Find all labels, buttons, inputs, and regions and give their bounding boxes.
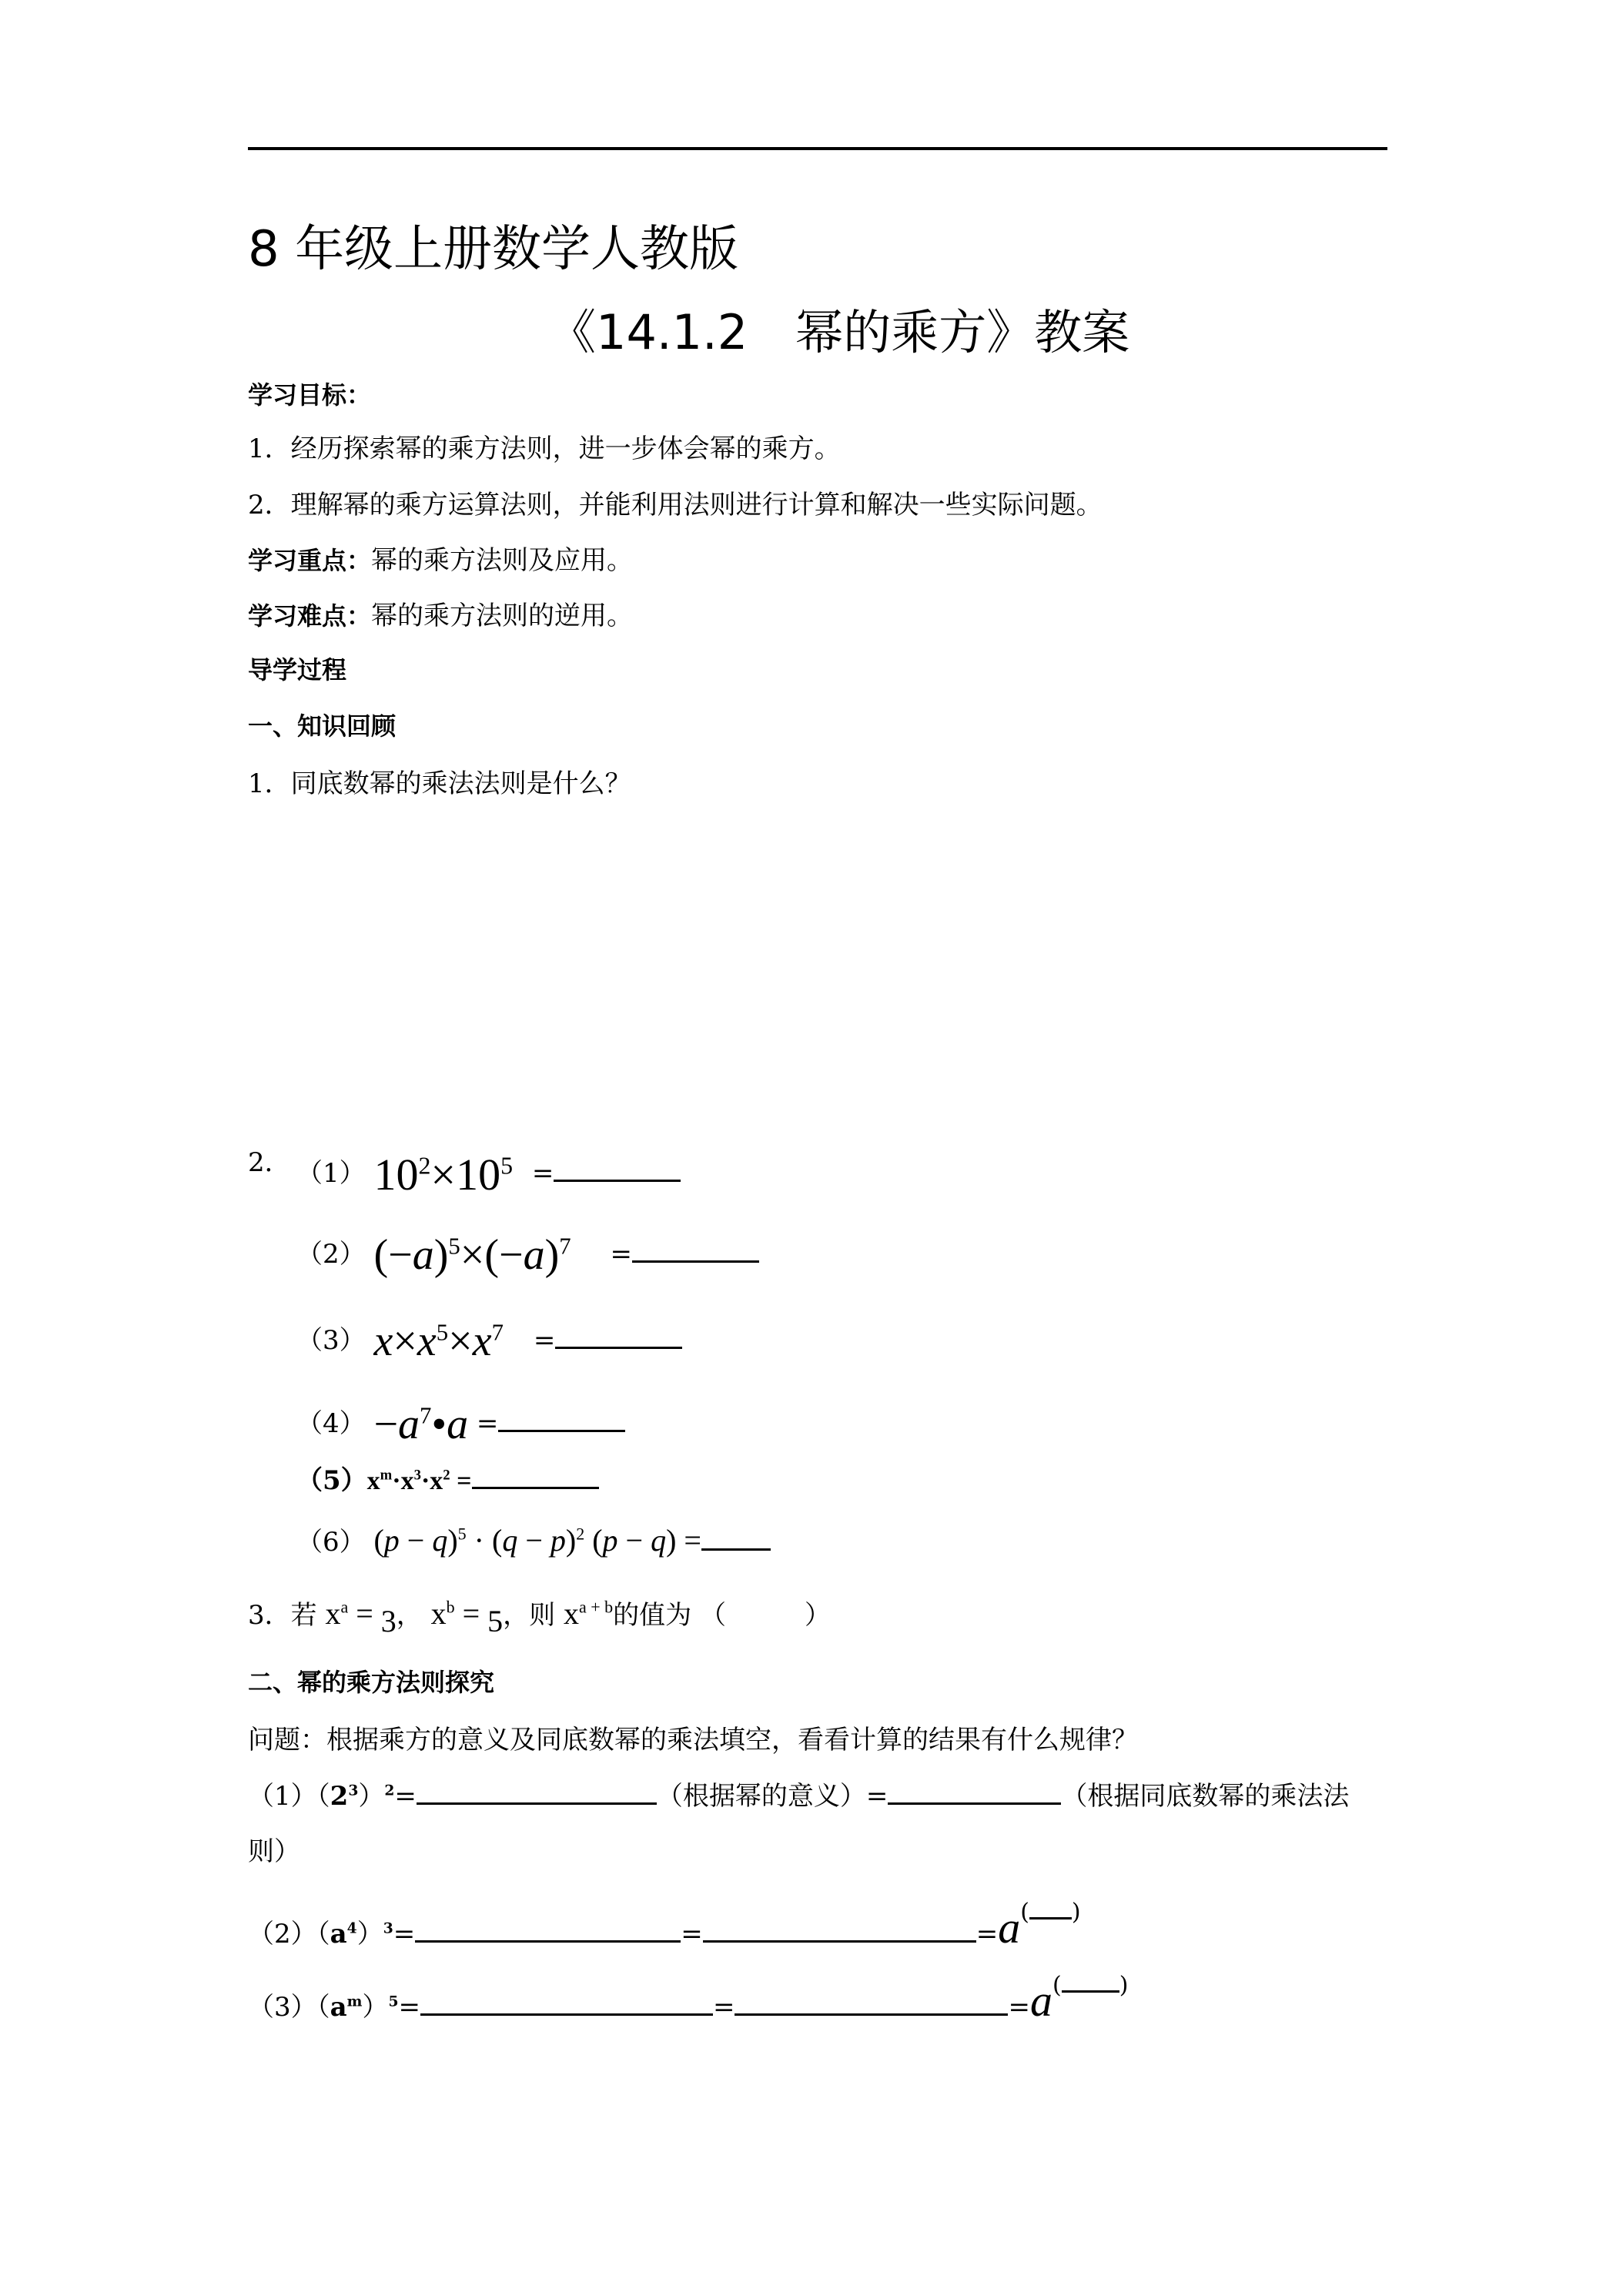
objective-1: 1．经历探索幂的乘方法则，进一步体会幂的乘方。	[248, 433, 841, 464]
answer-blank	[498, 1407, 625, 1432]
q2-item-2-label: （2）	[296, 1239, 366, 1270]
q2-item-6-label: （6）	[296, 1527, 366, 1558]
difficulty-text: 幂的乘方法则的逆用。	[371, 601, 634, 631]
question-3: 3．若 $x^a = 3$， $x^b = 5$，则 $x^{a + b}$的值为 （ ）	[248, 1596, 831, 1638]
answer-blank	[888, 1779, 1061, 1805]
explore-row-1-cont: 则）	[248, 1836, 300, 1867]
process-label: 导学过程	[248, 655, 347, 684]
key-point-text: 幂的乘方法则及应用。	[371, 545, 634, 576]
question-2-prefix: 2．	[248, 1147, 291, 1178]
key-point	[248, 539, 633, 577]
answer-blank	[735, 1990, 1008, 2016]
section2-title: 二、幂的乘方法则探究	[248, 1668, 495, 1697]
q2-item-6: （6） $(p - q)^5 \cdot (q - p)^2$ (p − q) =	[296, 1521, 771, 1558]
answer-blank	[415, 1917, 681, 1943]
q2-item-3: （3） $x\times x^5\times x^7$ =	[296, 1310, 682, 1360]
explore-row-1: $(1)(2^3)^2=$ （根据幂的意义）= （根据同底数幂的乘法法	[248, 1781, 1350, 1812]
q2-item-3-label: （3）	[296, 1325, 366, 1356]
document-title: 8 年级上册数学人教版	[248, 221, 739, 278]
lesson-title: 《14.1.2 幂的乘方》教案	[548, 304, 1130, 360]
answer-blank	[472, 1464, 599, 1489]
explore-row-3: $(3)(a^m)^5= = =a$( )	[248, 1972, 1129, 2026]
objective-2: 2．理解幂的乘方运算法则，并能利用法则进行计算和解决一些实际问题。	[248, 490, 1103, 520]
answer-blank	[632, 1237, 759, 1263]
difficulty	[248, 594, 633, 632]
key-point-label: 学习重点：	[248, 546, 372, 575]
answer-blank	[703, 1917, 976, 1943]
q2-item-2: （2） $(-a)^5\times(-a)^7$ =	[296, 1224, 759, 1274]
q2-item-4: $(4) -a^7•a$ =	[296, 1394, 625, 1443]
answer-blank	[701, 1525, 771, 1551]
question-1: 1．同底数幂的乘法法则是什么？	[248, 768, 631, 799]
q2-item-5: $(5)x^m\cdot x^3\cdot x^2$ =	[296, 1459, 599, 1497]
difficulty-label: 学习难点：	[248, 601, 372, 631]
objectives-label: 学习目标：	[248, 380, 372, 410]
answer-blank	[420, 1990, 713, 2016]
q2-item-5-label: （5）	[296, 1465, 367, 1496]
header-rule	[248, 147, 1387, 150]
section2-question: 问题：根据乘方的意义及同底数幂的乘法填空，看看计算的结果有什么规律？	[248, 1725, 1138, 1755]
answer-blank	[555, 1324, 682, 1349]
answer-blank	[417, 1779, 657, 1805]
q2-item-1: （1） $10^2\times 10^5$ =	[296, 1141, 681, 1193]
explore-row-2: $(2)(a^4)^3= = =a$( )	[248, 1899, 1081, 1953]
answer-blank	[554, 1156, 681, 1182]
q2-item-1-label: （1）	[296, 1158, 366, 1189]
q2-item-4-label: （4）	[296, 1408, 366, 1439]
section1-title: 一、知识回顾	[248, 711, 397, 741]
